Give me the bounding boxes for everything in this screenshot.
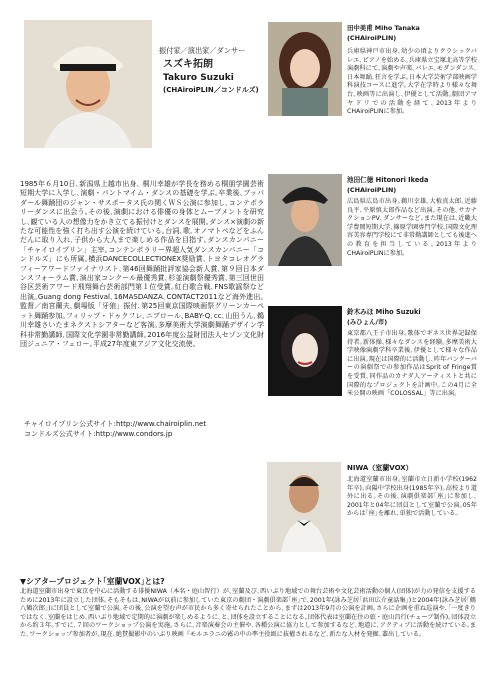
niwa-photo: [267, 462, 341, 552]
ikeda-bio: 広島県広島市出身｡鵜川幸雄､大植真太郎､近藤良平､平原慎太郎作品など出演｡その他､サカナクションPV､ダンサーなど｡また現在は､近畿大学豊岡短期大学､篠原学園専門学校､国際文化理容美容専門学校にて非常勤講師としても後進への教育を担当している｡2013年よりCHAiroiPLINに参加｡: [347, 198, 477, 257]
niwa-name: NIWA（室蘭VOX）: [347, 464, 413, 472]
miho-suzuki-affil: (みひょん/市): [347, 318, 388, 326]
ikeda-affil: (CHAiroiPLIN): [347, 186, 397, 194]
tanaka-name: 田中美甫 Miho Tanaka: [347, 24, 420, 32]
miho-suzuki-photo: [268, 306, 342, 396]
niwa-bio: 北海道室蘭市出身｡室蘭市立日新小学校(1962年卒)｡向陽中学校出身(1985年卒)｡高校より道外に出る｡その後､演劇俱楽部｢座｣に参加し､2001年と04年に団員として室蘭で公演｡05年からは｢座｣を離れ､単独で活動している｡: [347, 476, 477, 518]
suzuki-site-condors: コンドルズ公式サイト:http://www.condors.jp: [24, 430, 173, 438]
suzuki-name-jp: スズキ拓朗: [163, 59, 213, 70]
ikeda-name: 池田仁徳 Hitonori Ikeda: [347, 176, 429, 184]
suzuki-site-chairoiplin: チャイロイプリン公式サイト:http://www.chairoiplin.net: [24, 420, 207, 428]
miho-suzuki-name: 鈴木みほ Miho Suzuki: [347, 308, 421, 316]
suzuki-bio: 1985年６月10日､新潟県上越市出身､ 桐川幸雄が学長を務める桐朋学園芸術短期大学に入学し､演劇・パントマイム・ダンスの基礎を学ぶ｡卒業後､ブッパダール舞踊団のジャン・サスポータス氏の関くＷＳ公演に参加し､コンテポラリーダンスに出会う｡その後､演劇における俳優の身体とムーブメントを研究し､観ている人の想像力をかき立てる振付けとダンスを展開｡ダンス×演劇の新たな可能性を強く打ち出す公演を続けている｡台詞､歌､オノマトペなどをふんだんに取り入れ､子供から大人まで楽しめる作品を目指す｡ダンスカンパニー「チャイロイプリン」主宰｡コンテンポラリー界超人気ダンスカンパニー「コンドルズ」にも所属｡横浜DANCECOLLECTIONEX奨励賞､トヨタコレオグラフィーアワードファイナリスト､第46回舞踊批評家協会新人賞､第９回日本ダンスフォーラム賞､演出家コンクール最優秀賞､杉並演劇祭優秀賞､第三回世田谷区芸術アワード飛翔舞台芸術部門第１位受賞｡紅白歌合戦､FNS歌謡祭など出演｡Guang dong Festival､16MASDANZA､CONTACT2011など海外進出｡監督／南宮蘭夫､劇場版「牙狼」振付､第25回東京国際映画祭グリーンカーペット舞踊参加｡フィリップ・ドゥクフレ､ニブロール､BABY-Q､cc､山田うん､鵜川幸雄さいたまネクストシアターなど客演｡多摩美術大学演劇舞踊デザイン学科非常勤講師､国際文化学園非常勤講師｡2016年度公益財団法人セゾン文化財団ジュニア・フェロー｡平成27年度東アジア文化交流使｡: [20, 180, 264, 348]
suzuki-affil: (CHAiroiPLIN／コンドルズ): [163, 86, 259, 94]
tanaka-affil: (CHAiroiPLIN): [347, 34, 397, 42]
theater-project-body: 北海道室蘭市出身で東京を中心に活動する俳優NIWA（本名・庭山智行）が､室蘭及び､西いぶり地域での舞台芸術や文化芸術活動の個人(団体)が力の発信を支援するために2013年に設立した団体｡そもそもは､NIWAが以前に参加していた東京の劇団・演劇俱楽部｢座｣で､2001年(詠み芝居｢浜田広介童話集｣)と2004年(詠み芝居｢鶴八鶴次郎｣)に団員として室蘭で公演｡その後､公演を望む声が市民から多く寄せられたことから､まずは2013年9月の公演を計画｡さらに企画を重ね巡演や､｢一度きりではなく､室蘭をはじめ､西いぶり地域で定期的に演劇が楽しめるように､と､団体を設立することになる｡団体代表は室蘭在住の旅・庭山昌行(チューブ制作)｡団体設立から約３年｡すでに､７回のワークショップ公演を実施｡さらに､音楽演奏会の主催や､各種公演に協力として参加するなど､地道に､アクティブに活動を続けている｡また､ワークショップ参加者が､現在､絶賛撮影中のいぶり映画『モルエラニの霧の中の準主役級に抜擢されるなど､新たな人材を発掘､輩出している｡: [20, 588, 477, 638]
takuro-suzuki-photo: [24, 20, 152, 148]
miho-tanaka-photo: [268, 22, 342, 116]
theater-project-heading: ▼シアタープロジェクト｢室蘭VOX｣とは?: [20, 577, 165, 586]
hitonori-ikeda-photo: [268, 174, 342, 266]
suzuki-role: 振付家／演出家／ダンサー: [159, 46, 246, 55]
miho-suzuki-bio: 東京都八王子市出身｡歌体でギネス世界記録保持者｡新体操､様々なダンスを経験｡多摩美術大学映像演劇学科卒業後､伊優として様々な作品に出演｡現在は国際的に活動し､昨年バンクーバーの演劇祭での参加作品はSprit of Fringe賞を受賞､同作品のカナダ人アーティストと共に国際的なプロジェクトを計画中｡この4月に全米公開の映画「COLOSSAL」等に出演｡: [347, 330, 477, 398]
tanaka-bio: 兵庫県神戸市出身､幼少の頃よりクラシックバレエ､ピアノを始める｡兵庫県立宝塚北高等学校演劇科にて､演劇や声楽､バレエ､モダンダンス､日本舞踊､狂言を学ぶ｡日本大学芸術学部映画学科演技コースに進学｡大学在学時より様々な舞台､映画等に出演し､伊優として活動｡劇団アマヤドリでの活動を経て､2013年よりCHAiroiPLINに参加｡: [347, 48, 477, 116]
suzuki-name-en: Takuro Suzuki: [163, 73, 234, 83]
